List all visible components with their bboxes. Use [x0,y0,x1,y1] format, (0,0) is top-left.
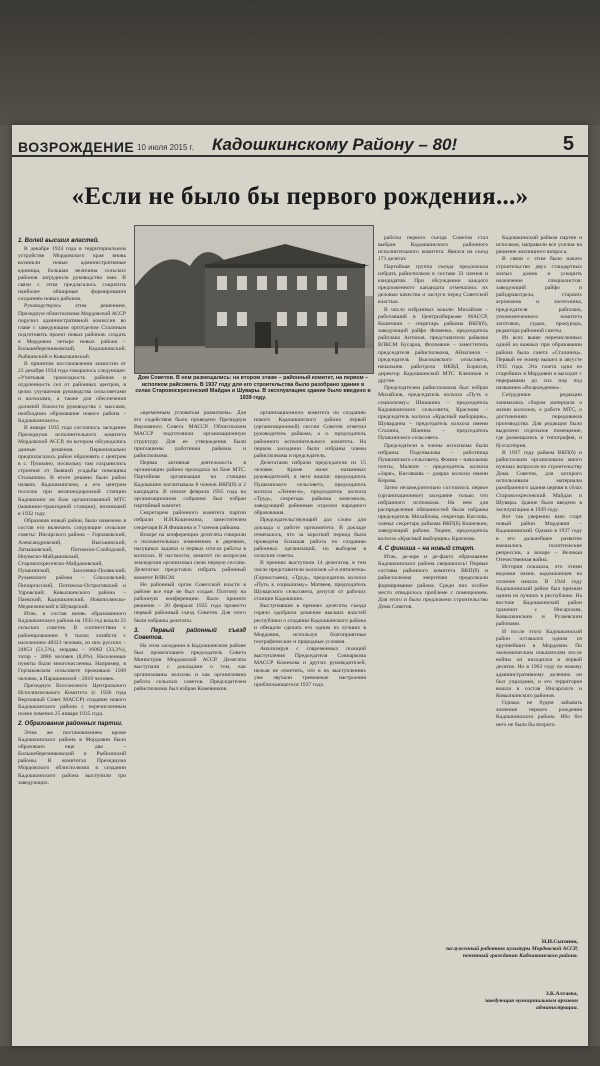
column-2 [134,410,246,1040]
paragraph: Однако не будем забывать значение первого рождения Кадошкинского района. Ибо без него не было бы второго. [496,700,582,728]
paragraph: В декабре 1924 года в территориальном устройстве Мордовского края вновь возникли новые административные единицы, большая величина сельских районов затруднила руководство ими. В связи с этим предлагалось сократить наиболее обширные формирования созданием новых районов. [18,246,126,303]
author-role: заслуженный работник культуры Мордовской АССР, почетный гражданин Кадошкинского района. [445,946,578,959]
paragraph: В 1937 году райком ВКП(б) и райисполком организовали много нужных вопросов по строительству Дома Советов, для которого использовали материалы разобранного здания церкви в сёлах Старовоскресенский Майдан и Шувары. Здание было введено в эксплуатацию в 1939 году. [496,449,582,513]
background-top [0,0,600,125]
paragraph: Затем незамедлительно состоялось первое (организационное) заседание только что избранного исполкома. На нем для распределения обязанностей были избраны председатель Михайлова, секретарь Кислова, члены: секретарь райкома ВКП(б) Кошечкин, заведующий районо Тюрин, председатель колхоза «Красный выборщик» Краснова. [378,485,488,542]
newspaper-page [12,125,588,1046]
author-signature-2 [444,991,578,1012]
paragraph: Сотрудники редакции занимались сбором материала о жизни колхозов, о работе МТС, о достижениях передовиков производства. Для редакции было выделено отдельное помещение, где размещались и типография, и бухгалтерия. [496,392,582,449]
author-name: Н.И.Сыгонин, [541,939,578,945]
paragraph: Руководствуясь этим решением, Президиум облисполкома Мордовской АССР поручил административной комиссии во главе с заведующим орготделом Сталиным подготовить проект новых районов: создать в Мордовии четыре новых района – Большеберезниковский, Кадошкинский, Рыбкинский и Ковылкинский. [18,303,126,360]
paragraph: На этом заседании в Кадошкинском районе был провозглашен председатель Совета Министров Мордовской АССР. Делегаты выступали с докладами о том, как организованы колхозы и как организована работа сельских советов. Председателем райисполкома был избран Кожевников. [134,643,246,692]
header-divider [12,155,588,157]
paragraph: Но районный орган Советской власти в районе все еще не был создан. Поэтому на районную конференцию было принято решение – 20 февраля 1935 года провести первый районный съезд Советов. Для этого были избраны делегаты. [134,581,246,624]
building-photo [134,225,374,374]
author-signature-1 [444,939,578,960]
author-role: заведующая муниципальным архивом администрации. [484,998,578,1011]
paragraph: В принятом постановлении комиссии от 23 декабря 1934 года говорилось следующее: «Учитывая громоздкость районов и отдаленность сел от районных центров, в целях улучшения руководства сельсоветами и колхозами, а также для обеспечения должной близости руководства с массами, необходимо образование нового района – Кадошкинского». [18,360,126,424]
paragraph: Выступавшие в прениях делегаты съезда горячо одобрили решение высших властей республики о создании Кадошкинского района и обещали сделать его одним из лучших в Мордовии, используя благоприятные географические и природные условия. [254,603,366,645]
paragraph: Председатели в члены исполкома были избраны: Подсевалова – работница Пушкинского сельсовета, Фомин – начальник почты, Малкин – председатель колхоза «Заря», Кислякова – доярка колхоза имени Кирова. [378,442,488,485]
subheading: 4. С финиша – на новый старт. [378,545,475,552]
paragraph: работы первого съезда Советов стал выбран Кадошкинского районного исполнительного комитета. Явился на съезд 171 делегат. [378,235,488,263]
page-number: 5 [562,133,574,155]
article-headline: «Если не было бы первого рождения...» [71,183,529,210]
paragraph: Партийная группа съезда предложила избрать райисполком в составе 33 членов и кандидатов. При обсуждении каждого предложенного кандидата отмечались их деловые качества и заслуги перед Советской властью. [378,263,488,306]
paragraph: «временным угловатым развитием». Для его содействия было проведено Президиум Верховного Совета МАССР. Облисполком МАССР подготовили организационную структуру. Для ее утверждения были приглашены работники райкома и райисполкома. [134,410,246,459]
subheading: 2. Образование районных партии. [18,721,123,728]
issue-date: 10 июля 2015 г. [137,143,194,152]
column-5 [496,235,582,935]
column-4 [378,235,488,1040]
paragraph: Кадошкинский райком партии и исполком, направили все усилия на решение жилищного вопроса. [496,235,582,256]
section-name: ВОЗРОЖДЕНИЕ [18,139,135,155]
paragraph: В число избранных вошли: Михайлов – работавший в Центризбиркоме МАССР, Кошечкин – секретарь райкома ВКП(б), заведующий райфо Фоменко, председатель райплана Антонов, представители райкома ВЛКСМ Бусаров, Фоломкин – заместитель председателя райисполкома, Айзаганов – председатель Высоковского сельсовета, начальник райотдела НКВД Борисов, директор Кадошкинской МТС Клячиков и другие. [378,306,488,385]
background-bottom [0,1046,600,1066]
paragraph: Анализируя с современных позиций выступления Председателя Совнаркома МАССР Кожекова и других руководителей, нельзя не отметить, что в их выступлениях уже звучали тревожные настроения приближающегося 1937 года. [254,646,366,688]
paragraph: История показала, что этими ведомая жизнь кадошкинцев на отличие начало. В 1944 году Кадошкинский район был признан одним из лучших в республике. На востоке Кадошкинский район граничит с Инсарским, Ковылкинским и Рузаевским районами. [496,564,582,628]
paragraph: Этим же постановлением кроме Кадошкинского района в Мордовии было образовано еще два – Большеберезниковский и Рыбкинский районы. В комитетах Президиума Мордовского облисполкома в создании Кадошкинского района выступили три заведующих. [18,729,126,786]
paragraph: Президиум Всесоюзного Центрального Исполнительного Комитета (с 1936 года Верховный Совет МАССР) создание нового Кадошкинского района с перечисленным позже изменил 25 января 1935 года. [18,682,126,718]
photo-caption: Дом Советов. В нем размещались: на втором этаже – районный комитет, на первом – исполком райсовета. В 1937 году для его строительства было разобрано здание в селах Старовоскресенский Майдан и Шувары. В эксплуатацию здание было введено в 1939 году. [135,375,371,401]
paragraph: Вскоре на конференции делегаты говорили о положительных изменениях в деревнях, насущных задачах и первых итогах работы в колхозах. В частности, комитет по вопросам земледелия организовал свою первую сессию. Делегатам предстояло избрать районный комитет ВЛКСМ. [134,531,246,581]
paragraph: Секретарем районного комитета партии избрали И.И.Кошелкина, заместителем секретаря В.Я.Фишкина и 7 членов райкома. [134,510,246,531]
paragraph: Первая активная деятельность в организации района проходила на базе МТС. Партийная организация на станции Кадошкино насчитывала 8 членов ВКП(б) и 2 кандидата. В начале февраля 1935 года на организационном собрании был избран партийный комитет. [134,460,246,510]
paragraph: организационного комитета по созданию нового Кадошкинского района первой (организационной) сессии Советов отметил руководитель райкома, а о. председатель районного исполнительного комитета. На первом заседании были избраны члены райисполкома и председатель. [254,410,366,459]
paragraph: В январе 1935 года состоялось заседание Президиума исполнительного комитета Мордовской АССР, на котором обсуждались данные решения. Первоначально предполагалось район образовать с центром в с. Пушкино, поскольку там сохранились строения от бывшей усадьбы помещика Столыпина. В итоге решено было район назвать Кадошкинским, а его центром поселок при железнодорожной станции Кадошкино на базе организованной МТС (машинно-тракторной станции), возникшей в 1932 году. [18,425,126,517]
column-3 [254,410,366,1040]
paragraph: Председательствующий дал слово для доклада о работе оргкомитета. В докладе отмечалось, что за короткий период была проведена большая работа по созданию районных организаций, по выборам в сельские советы. [254,517,366,560]
building-illustration [135,226,373,373]
paragraph: Председателем райисполкома был избран Михайлов, председатель колхоза «Путь к социализму» Шишкина – председатель Кадошкинского сельсовета, Краснова – председатель колхоза «Красный выборщик», Шувардина – председатель колхоза имени Сталина, Шанина – председатель Пушкинского сельсовета. [378,385,488,442]
subheading: 3. Первый районный съезд Советов. [134,627,246,641]
paragraph: Из всех выше перечисленных одной из важных при образовании района была газета «Сталинец». Первый ее номер вышел в августе 1935 года. Эта газета одна из старейших в Мордовии и выходит с перерывами до сих пор под названием «Возрождение». [496,335,582,392]
paragraph: В прениях выступили 14 делегатов, в том числе представители колхозов «2-я пятилетка» (Горностаево), «Труд», председатель колхоза «Путь к социализму» Матвеев, председатель Шуварского сельсовета, депутат от рабочих станции Кадошкино. [254,560,366,603]
paragraph: Образовав новый район, было намечено в состав его включить следующие сельские советы: Инсарского района – Горчаковский, Александровский, Высокинский, Латышовский, Потижско-Слободской, Инувеско-Майдановский, Старовоскресенско-Майдановский, Пушкинский, Заселенко-Полянский; Рузаевского района – Соколовский; Пичиргасский, Потижско-Остроговский и Удровский; Ковылкинского района – Паевский, Кадошкинский, Новополянско-Медвежинский и Шуварский. [18,518,126,610]
paragraph: Вот так уверенно взял старт новый район Мордовии – Кадошкинский. Однако в 1937 году в его дальнейшее развитие вмешались политические репрессии, а вскоре – Великая Отечественная война. [496,514,582,564]
column-1 [18,235,126,1040]
paragraph: Делегатами избрали председателя из 15 человек. Кроме ниже названных руководителей, в него вошли: председатель Пушкинского сельсовета, председатель колхоза «Ленин-и», председатель колхоза «Труд», секретарь райкома комсомола, заведующий районным отделом народного образования. [254,460,366,517]
paragraph: Итак, де-юре и де-факто образование Кадошкинского района свершилось! Первые составы районного комитета ВКП(б) и райисполкома энергично продолжали формирование района. Среди них особое место отводилось проблеме с помещением. Для этого и было предложено строительство Дома Советов. [378,553,488,610]
author-name: З.К.Алтаева, [545,991,578,997]
paragraph: В связи с этим было начато строительство двух стандартных жилых домов и ускорить назначение специалистов: заведующий райфо и райздравотдела, старших агрономов и зоотехника, председателя райплана, уполномоченного комитета заготовок, судью, прокурора, редактора районной газеты. [496,256,582,335]
running-title: Кадошкинскому Району – 80! [212,135,458,154]
subheading: 1. Волей высших властей. [18,238,100,244]
paragraph: И после этого Кадошкинский район оставался одним из крупнейших в Мордовии. По экономическим показателям после войны он находился в первой десятке. Но в 1963 году по новому административному делению он был упразднен, и его территория вошла в состав Инсарского и Ковылкинского районов. [496,628,582,699]
paragraph: Итак, в состав вновь образованного Кадошкинского района на 1935 год вошли 25 сельских советов. В соответствии с районированием 9 тысяч хозяйств с населением 48321 человек, из них русских – 24853 (51,5%), мордвы – 16062 (33,3%), татар – 3886 человек (8,0%). Населенные пункты были многочисленны. Например, в Горчаковском сельсовете проживало 1500 человек, в Парашинской – 2010 человек. [18,611,126,682]
